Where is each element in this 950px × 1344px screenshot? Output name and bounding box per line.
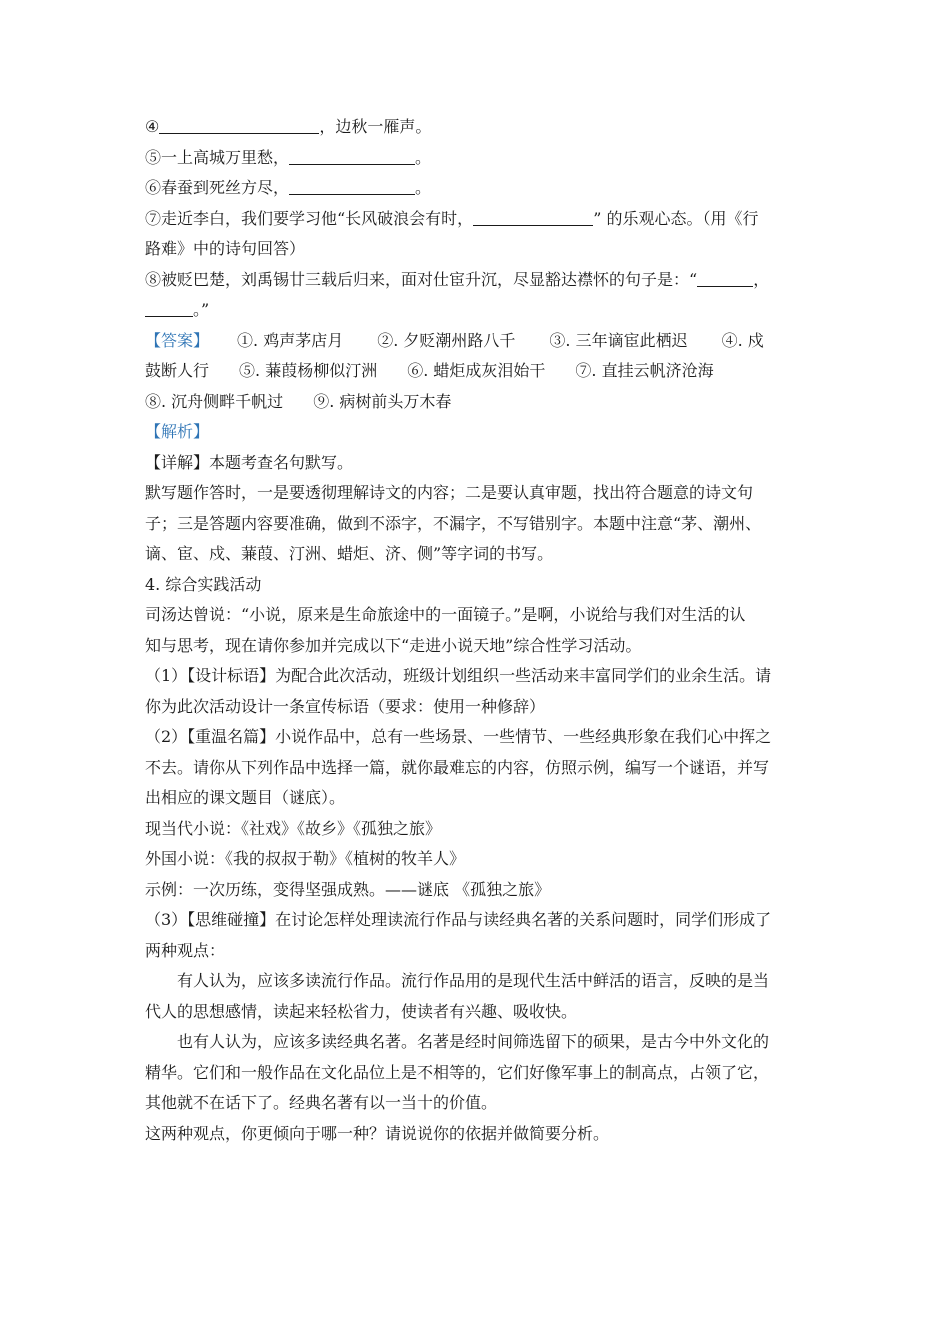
answer-8: ⑧. 沉舟侧畔千帆过 xyxy=(145,391,284,411)
q4-modern-novels: 现当代小说：《社戏》《故乡》《孤独之旅》 xyxy=(145,818,442,838)
analysis-detail: 【详解】本题考查名句默写。 xyxy=(145,452,354,472)
item-6-end: 。 xyxy=(415,178,432,197)
answer-2: ②. 夕贬潮州路八千 xyxy=(377,330,516,350)
answer-line-1 xyxy=(145,326,807,357)
q4-intro-2: 知与思考，现在请你参加并完成以下“走进小说天地”综合性学习活动。 xyxy=(145,635,642,655)
q4-sub2-line-1: （2）【重温名篇】小说作品中，总有一些场景、一些情节、一些经典形象在我们心中挥之 xyxy=(145,727,772,746)
q4-view2-line-2: 精华。它们和一般作品在文化品位上是不相等的，它们好像军事上的制高点，占领了它， xyxy=(145,1062,770,1082)
q4-sub3-line-1: （3）【思维碰撞】在讨论怎样处理读流行作品与读经典名著的关系问题时，同学们形成了 xyxy=(145,910,772,929)
q3-item-7-cont: 路难》中的诗句回答） xyxy=(145,239,306,258)
q4-view1-line-1: 有人认为，应该多读流行作品。流行作品用的是现代生活中鲜活的语言，反映的是当 xyxy=(177,971,770,990)
item-4-text: ，边秋一雁声。 xyxy=(319,117,432,136)
item-7-text: ⑦走近李白，我们要学习他“长风破浪会有时， xyxy=(145,208,474,228)
q3-item-5 xyxy=(145,143,807,174)
q4-sub2-line-3: 出相应的课文题目（谜底）。 xyxy=(145,788,346,807)
answer-6: ⑥. 蜡炬成灰泪始干 xyxy=(407,361,546,380)
q4-example: 示例：一次历练，变得坚强成熟。——谜底 《孤独之旅》 xyxy=(145,879,551,899)
q4-view2-line-3: 其他就不在话下了。经典名著有以一当十的价值。 xyxy=(145,1093,498,1112)
document-page xyxy=(145,112,807,1149)
item-5-end: 。 xyxy=(415,147,432,167)
q4-view1-line-2: 代人的思想感情，读起来轻松省力，使读者有兴趣、吸收快。 xyxy=(145,1001,578,1021)
item-5-text: ⑤一上高城万里愁， xyxy=(145,147,290,167)
answer-9: ⑨. 病树前头万木春 xyxy=(313,391,452,411)
answer-blank[interactable] xyxy=(697,268,753,287)
analysis-tag-line xyxy=(145,417,807,448)
q3-item-8-cont xyxy=(145,295,807,326)
item-4-number: ④ xyxy=(145,117,160,136)
item-8-end: 。” xyxy=(193,300,210,319)
item-8-text: ⑧被贬巴楚，刘禹锡廿三载后归来，面对仕宦升沉，尽显豁达襟怀的句子是：“ xyxy=(145,269,698,289)
q4-sub3-line-2: 两种观点： xyxy=(145,940,226,960)
answer-7: ⑦. 直挂云帆济沧海 xyxy=(575,361,714,380)
q4-question: 这两种观点，你更倾向于哪一种？请说说你的依据并做简要分析。 xyxy=(145,1123,610,1143)
analysis-para-3: 谪、宦、戍、蒹葭、汀洲、蜡炬、济、侧”等字词的书写。 xyxy=(145,544,554,563)
answer-3: ③. 三年谪宦此栖迟 xyxy=(549,330,688,350)
answer-blank[interactable] xyxy=(145,298,193,317)
answer-blank[interactable] xyxy=(289,146,415,165)
q4-sub1-line-1: （1）【设计标语】为配合此次活动，班级计划组织一些活动来丰富同学们的业余生活。请 xyxy=(145,666,772,685)
q3-item-7 xyxy=(145,204,807,235)
q3-item-4 xyxy=(145,112,807,143)
item-8-mid: ， xyxy=(753,269,770,289)
analysis-tag: 【解析】 xyxy=(145,422,210,441)
analysis-para-1: 默写题作答时，一是要透彻理解诗文的内容；二是要认真审题，找出符合题意的诗文句 xyxy=(145,483,754,502)
answer-5: ⑤. 蒹葭杨柳似汀洲 xyxy=(239,361,378,380)
answer-1: ①. 鸡声茅店月 xyxy=(237,330,344,350)
q4-sub1-line-2: 你为此次活动设计一条宣传标语（要求：使用一种修辞） xyxy=(145,696,546,716)
q4-foreign-novels: 外国小说：《我的叔叔于勒》《植树的牧羊人》 xyxy=(145,849,466,868)
q3-item-8 xyxy=(145,265,807,296)
q4-intro-1: 司汤达曾说：“小说，原来是生命旅途中的一面镜子。”是啊，小说给与我们对生活的认 xyxy=(145,605,746,624)
answer-tag: 【答案】 xyxy=(145,330,210,350)
item-7-end: ” 的乐观心态。（用《行 xyxy=(593,208,759,228)
q4-sub2-line-2: 不去。请你从下列作品中选择一篇，就你最难忘的内容，仿照示例，编写一个谜语，并写 xyxy=(145,757,770,777)
q4-view2-line-1: 也有人认为，应该多读经典名著。名著是经时间筛选留下的硕果，是古今中外文化的 xyxy=(177,1032,770,1051)
analysis-para-2: 子；三是答题内容要准确，做到不添字，不漏字，不写错别字。本题中注意“茅、潮州、 xyxy=(145,513,762,533)
item-6-text: ⑥春蚕到死丝方尽， xyxy=(145,178,290,197)
answer-blank[interactable] xyxy=(159,115,319,134)
answer-blank[interactable] xyxy=(473,207,593,226)
answer-4b: 鼓断人行 xyxy=(145,361,210,380)
answer-blank[interactable] xyxy=(289,176,415,195)
answer-line-2 xyxy=(145,356,807,387)
answer-line-3 xyxy=(145,387,807,418)
q3-item-6 xyxy=(145,173,807,204)
q4-title: 4. 综合实践活动 xyxy=(145,574,262,594)
answer-4a: ④. 戍 xyxy=(721,330,764,350)
